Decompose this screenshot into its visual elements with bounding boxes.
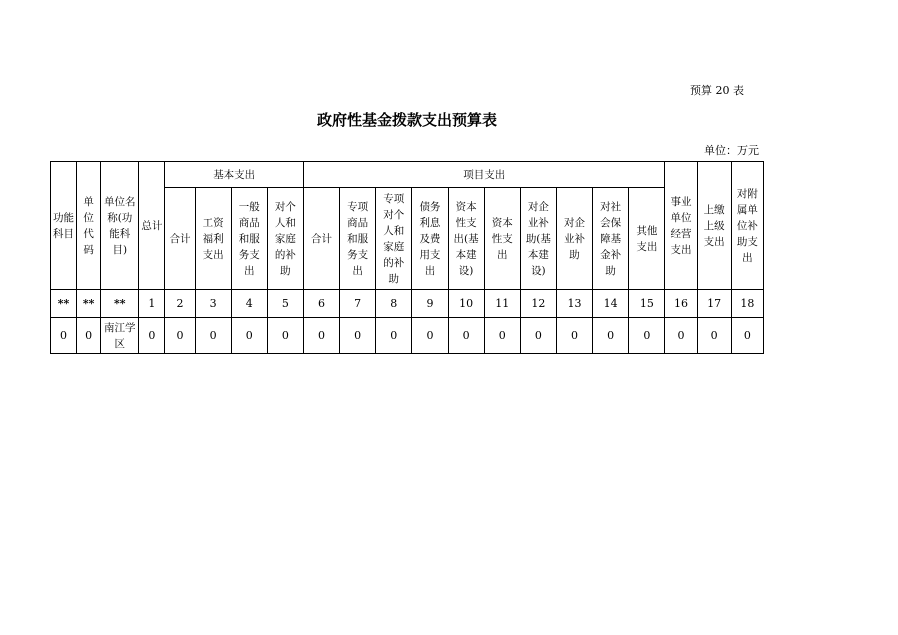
code-cell: 7 [340, 290, 376, 318]
data-cell: 0 [484, 318, 520, 354]
budget-table [50, 161, 764, 354]
col-goods-services: 一般商品和服务支出 [231, 188, 267, 290]
code-cell: 18 [731, 290, 763, 318]
data-cell: 0 [340, 318, 376, 354]
data-cell: 0 [77, 318, 101, 354]
code-cell: 13 [556, 290, 592, 318]
code-cell: 16 [665, 290, 697, 318]
code-cell: 11 [484, 290, 520, 318]
col-capital-construction: 资本性支出(基本建设) [448, 188, 484, 290]
col-wage-welfare: 工资福利支出 [195, 188, 231, 290]
col-business-operation: 事业单位经营支出 [665, 162, 697, 290]
data-cell: 0 [556, 318, 592, 354]
col-unit-code: 单位代码 [77, 162, 101, 290]
group-project: 项目支出 [303, 162, 665, 188]
col-func-subject: 功能科目 [51, 162, 77, 290]
table-number: 预算 20 表 [690, 84, 744, 97]
col-household-subsidy: 对个人和家庭的补助 [267, 188, 303, 290]
data-cell: 0 [665, 318, 697, 354]
data-cell: 0 [448, 318, 484, 354]
code-cell: 14 [593, 290, 629, 318]
col-unit-name: 单位名称(功能科目) [101, 162, 139, 290]
code-cell: ** [51, 290, 77, 318]
data-cell: 0 [731, 318, 763, 354]
code-cell: 1 [139, 290, 165, 318]
unit-label: 单位：万元 [704, 144, 759, 157]
code-cell: 2 [165, 290, 195, 318]
data-cell: 0 [139, 318, 165, 354]
col-project-subtotal: 合计 [303, 188, 339, 290]
data-cell: 0 [629, 318, 665, 354]
code-row [51, 290, 764, 318]
col-social-security: 对社会保障基金补助 [593, 188, 629, 290]
header-row-groups [51, 162, 764, 188]
data-cell: 0 [195, 318, 231, 354]
data-cell: 0 [520, 318, 556, 354]
code-cell: 17 [697, 290, 731, 318]
code-cell: 6 [303, 290, 339, 318]
code-cell: 4 [231, 290, 267, 318]
data-cell: 0 [593, 318, 629, 354]
group-basic: 基本支出 [165, 162, 304, 188]
col-enterprise-construction: 对企业补助(基本建设) [520, 188, 556, 290]
data-cell: 0 [267, 318, 303, 354]
code-cell: ** [77, 290, 101, 318]
col-special-goods: 专项商品和服务支出 [340, 188, 376, 290]
data-cell: 0 [303, 318, 339, 354]
code-cell: 5 [267, 290, 303, 318]
code-cell: 12 [520, 290, 556, 318]
col-superior: 上缴上级支出 [697, 162, 731, 290]
code-cell: ** [101, 290, 139, 318]
col-other: 其他支出 [629, 188, 665, 290]
col-basic-subtotal: 合计 [165, 188, 195, 290]
col-enterprise: 对企业补助 [556, 188, 592, 290]
code-cell: 8 [376, 290, 412, 318]
col-total: 总计 [139, 162, 165, 290]
data-cell: 0 [51, 318, 77, 354]
code-cell: 10 [448, 290, 484, 318]
page-title: 政府性基金拨款支出预算表 [316, 111, 497, 129]
code-cell: 3 [195, 290, 231, 318]
code-cell: 15 [629, 290, 665, 318]
col-affiliate: 对附属单位补助支出 [731, 162, 763, 290]
table-row [51, 318, 764, 354]
data-cell: 0 [412, 318, 448, 354]
col-capital: 资本性支出 [484, 188, 520, 290]
data-cell: 0 [697, 318, 731, 354]
data-cell: 0 [231, 318, 267, 354]
unit-name-cell: 南江学区 [101, 318, 139, 354]
code-cell: 9 [412, 290, 448, 318]
data-cell: 0 [165, 318, 195, 354]
data-cell: 0 [376, 318, 412, 354]
col-debt-interest: 债务利息及费用支出 [412, 188, 448, 290]
col-special-household: 专项对个人和家庭的补助 [376, 188, 412, 290]
